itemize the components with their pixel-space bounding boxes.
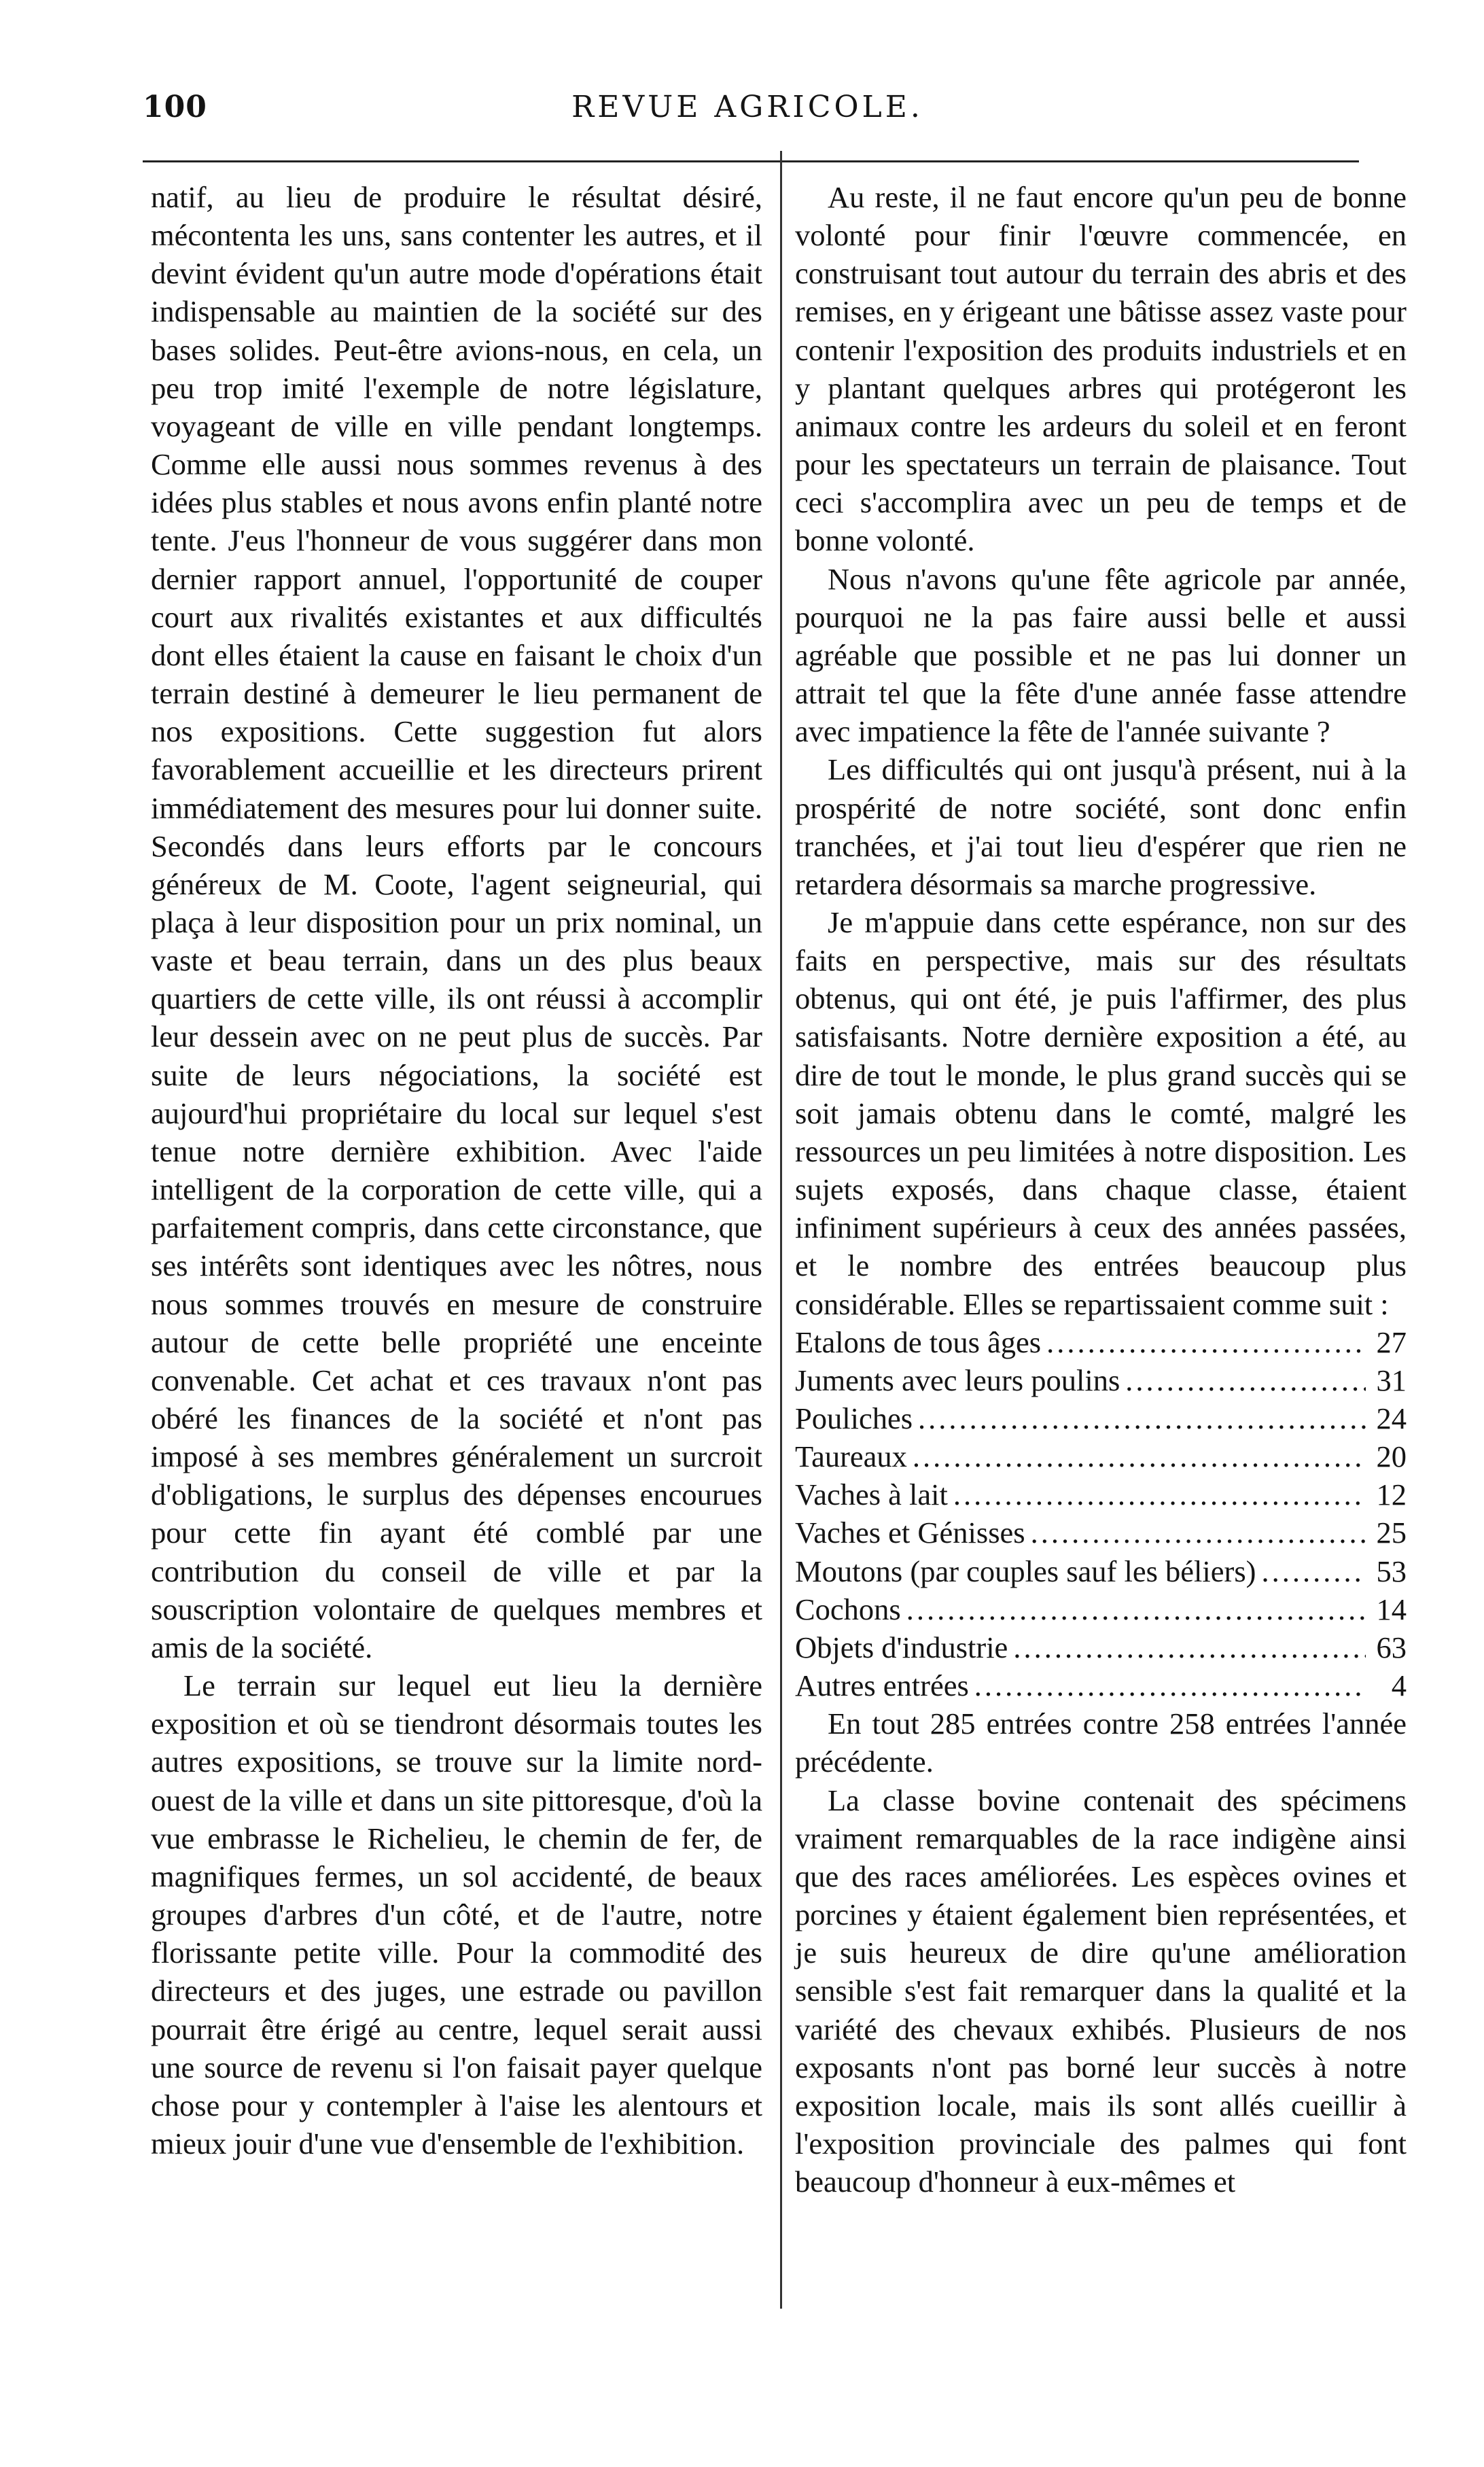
- leader-dots: [953, 1475, 1366, 1514]
- entry-count: 24: [1376, 1401, 1407, 1435]
- entry-label: Moutons (par couples sauf les béliers): [795, 1554, 1256, 1588]
- entry-count: 12: [1376, 1477, 1407, 1512]
- entry-label: Objets d'industrie: [795, 1630, 1008, 1664]
- entry-count: 20: [1376, 1439, 1407, 1474]
- entry-count: 63: [1376, 1630, 1407, 1664]
- paragraph: Le terrain sur lequel eut lieu la dernière exposition et où se tiendront désormais toutes les autres expositions, se trouve sur la limite nord-ouest de la ville et dans un site pittoresque, d'où la vue embrasse le Richelieu, le chemin de fer, de magnifiques fermes, un sol accidenté, de beaux groupes d'arbres d'un côté, et de l'autre, notre florissante petite ville. Pour la commodité des directeurs et des juges, une estrade ou pavillon pourrait être érigé au centre, lequel serait aussi une source de revenu si l'on faisait payer quelque chose pour y contempler à l'aise les alentours et mieux jouir d'une vue d'ensemble de l'exhibition.: [151, 1668, 762, 2160]
- paragraph: natif, au lieu de produire le résultat désiré, mécontenta les uns, sans contenter les autres, et il devint évident qu'un autre mode d'opérations était indispensable au maintien de la société sur des bases solides. Peut-être avions-nous, en cela, un peu trop imité l'exemple de notre législature, voyageant de ville en ville pendant longtemps. Comme elle aussi nous sommes revenus à des idées plus stables et nous avons enfin planté notre tente. J'eus l'honneur de vous suggérer dans mon dernier rapport annuel, l'opportunité de couper court aux rivalités existantes et aux difficultés dont elles étaient la cause en faisant le choix d'un terrain destiné à demeurer le lieu permanent de nos expositions. Cette suggestion fut alors favorablement accueillie et les directeurs prirent immédiatement des mesures pour lui donner suite. Secondés dans leurs efforts par le concours généreux de M. Coote, l'agent seigneurial, qui plaça à leur disposition pour un prix nominal, un vaste et beau terrain, dans un des plus beaux quartiers de cette ville, ils ont réussi à accomplir leur dessein avec on ne peut plus de succès. Par suite de leurs négociations, la société est aujourd'hui propriétaire du local sur lequel s'est tenue notre dernière exhibition. Avec l'aide intelligent de la corporation de cette ville, qui a parfaitement compris, dans cette circonstance, que ses intérêts sont identiques avec les nôtres, nous nous sommes trouvés en mesure de construire autour de cette belle propriété une enceinte convenable. Cet achat et ces travaux n'ont pas obéré les finances de la société et n'ont pas imposé à ses membres généralement un surcroit d'obligations, le surplus des dépenses encourues pour cette fin ayant été comblé par une contribution du conseil de ville et par la souscription volontaire de quelques membres et amis de la société.: [151, 180, 762, 1664]
- leader-dots: [1031, 1514, 1366, 1552]
- entry-label: Pouliches: [795, 1401, 913, 1435]
- entry-row: [795, 1399, 1407, 1437]
- entry-count: 25: [1376, 1516, 1407, 1550]
- entry-label: Cochons: [795, 1592, 901, 1626]
- entry-row: [795, 1475, 1407, 1514]
- entry-row: [795, 1628, 1407, 1666]
- entry-count: 31: [1376, 1363, 1407, 1397]
- leader-dots: [918, 1399, 1366, 1437]
- entry-row: [795, 1361, 1407, 1399]
- entry-label: Taureaux: [795, 1439, 907, 1474]
- leader-dots: [1125, 1361, 1366, 1399]
- leader-dots: [974, 1666, 1366, 1704]
- entry-row: [795, 1437, 1407, 1475]
- column-divider: [780, 151, 782, 2309]
- paragraph: Je m'appuie dans cette espérance, non sur des faits en perspective, mais sur des résultats obtenus, qui ont été, je puis l'affirmer, des plus satisfaisants. Notre dernière exposition a été, au dire de tout le monde, le plus grand succès qui se soit jamais obtenu dans le comté, malgré les ressources un peu limitées à notre disposition. Les sujets exposés, dans chaque classe, étaient infiniment supérieurs à ceux des années passées, et le nombre des entrées beaucoup plus considérable. Elles se repartissaient comme suit :: [795, 905, 1407, 1321]
- leader-dots: [906, 1590, 1366, 1628]
- entry-row: [795, 1666, 1407, 1704]
- leader-dots: [1261, 1552, 1366, 1590]
- paragraph: Nous n'avons qu'une fête agricole par année, pourquoi ne la pas faire aussi belle et aussi agréable que possible et ne pas lui donner un attrait tel que la fête d'une année fasse attendre avec impatience la fête de l'année suivante ?: [795, 561, 1407, 749]
- entry-label: Vaches et Génisses: [795, 1516, 1025, 1550]
- entries-list: [795, 1323, 1407, 1705]
- entry-count: 27: [1376, 1325, 1407, 1359]
- page-header: [143, 90, 1352, 137]
- running-title: REVUE AGRICOLE.: [571, 90, 923, 124]
- entry-count: 14: [1376, 1592, 1407, 1626]
- paragraph: Au reste, il ne faut encore qu'un peu de bonne volonté pour finir l'œuvre commencée, en construisant tout autour du terrain des abris et des remises, en y érigeant une bâtisse assez vaste pour contenir l'exposition des produits industriels et en y plantant quelques arbres qui protégeront les animaux contre les ardeurs du soleil et en feront pour les spectateurs un terrain de plaisance. Tout ceci s'accomplira avec un peu de temps et de bonne volonté.: [795, 180, 1407, 558]
- leader-dots: [1013, 1628, 1366, 1666]
- entry-row: [795, 1323, 1407, 1361]
- header-rule: [143, 160, 1359, 162]
- paragraph: La classe bovine contenait des spécimens vraiment remarquables de la race indigène ainsi que des races améliorées. Les espèces ovines et porcines y étaient également bien représentées, et je suis heureux de dire qu'une amélioration sensible s'est fait remarquer dans la qualité et la variété des chevaux exhibés. Plusieurs de nos exposants n'ont pas borné leur succès à notre exposition locale, mais ils sont allés cueillir à l'exposition provinciale des palmes qui font beaucoup d'honneur à eux-mêmes et: [795, 1783, 1407, 2199]
- entry-count: 53: [1376, 1554, 1407, 1588]
- entry-label: Vaches à lait: [795, 1477, 948, 1512]
- entry-label: Etalons de tous âges: [795, 1325, 1042, 1359]
- right-column: [795, 178, 1407, 2201]
- leader-dots: [913, 1437, 1366, 1475]
- page-number: 100: [143, 90, 207, 124]
- paragraph: En tout 285 entrées contre 258 entrées l'année précédente.: [795, 1707, 1407, 1779]
- entry-label: Juments avec leurs poulins: [795, 1363, 1120, 1397]
- left-column: [151, 178, 762, 2163]
- paragraph: Les difficultés qui ont jusqu'à présent, nui à la prospérité de notre société, sont donc enfin tranchées, et j'ai tout lieu d'espérer que rien ne retardera désormais sa marche progressive.: [795, 752, 1407, 901]
- entry-label: Autres entrées: [795, 1668, 969, 1703]
- leader-dots: [1046, 1323, 1366, 1361]
- entry-row: [795, 1514, 1407, 1552]
- entry-count: 4: [1391, 1668, 1407, 1703]
- entry-row: [795, 1590, 1407, 1628]
- entry-row: [795, 1552, 1407, 1590]
